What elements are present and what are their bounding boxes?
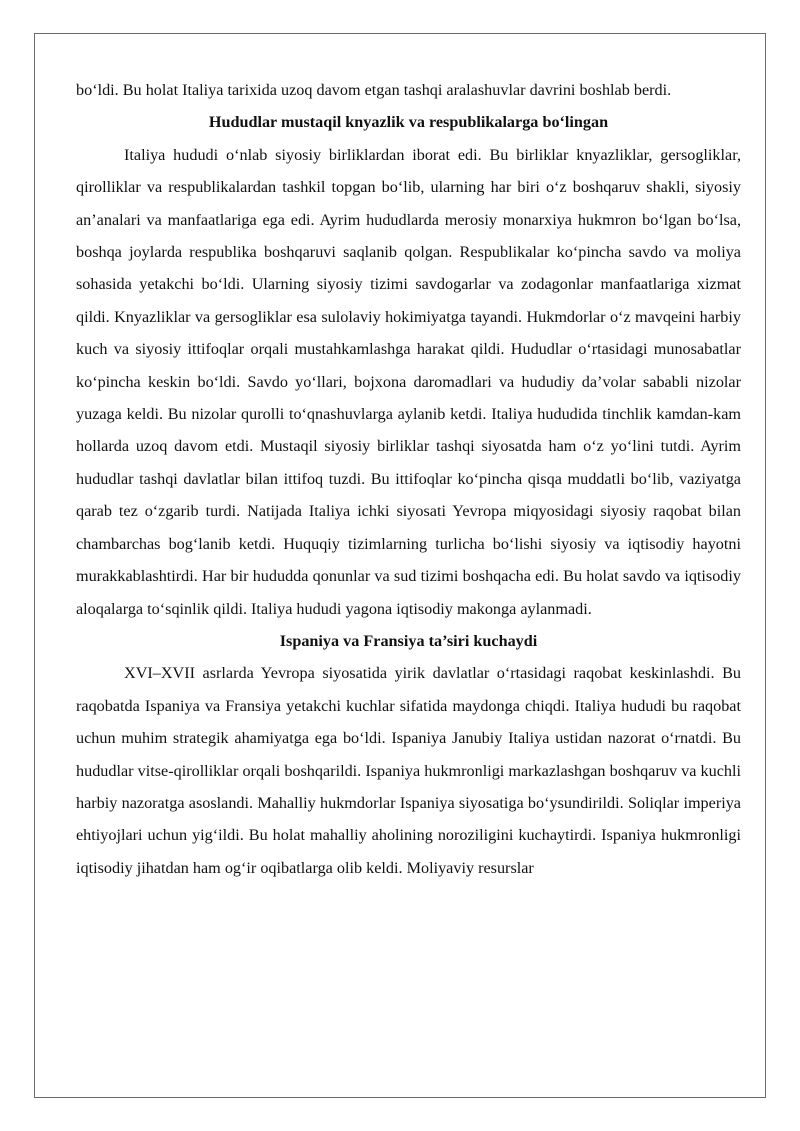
paragraph-territories: Italiya hududi o‘nlab siyosiy birliklardan iborat edi. Bu birliklar knyazliklar, gersogliklar, qirolliklar va respublikalardan tashkil topgan bo‘lib, ularning har biri o‘z boshqaruv shakli, siyosiy an’analari va manfaatlariga ega edi. Ayrim hududlarda merosiy monarxiya hukmron bo‘lgan bo‘lsa, boshqa joylarda respublika boshqaruvi saqlanib qolgan. Respublikalar ko‘pincha savdo va moliya sohasida yetakchi bo‘ldi. Ularning siyosiy tizimi savdogarlar va zodagonlar manfaatlariga xizmat qildi. Knyazliklar va gersogliklar esa sulolaviy hokimiyatga tayandi. Hukmdorlar o‘z mavqeini harbiy kuch va siyosiy ittifoqlar orqali mustahkamlashga harakat qildi. Hududlar o‘rtasidagi munosabatlar ko‘pincha keskin bo‘ldi. Savdo yo‘llari, bojxona daromadlari va hududiy da’volar sababli nizolar yuzaga keldi. Bu nizolar qurolli to‘qnashuvlarga aylanib ketdi. Italiya hududida tinchlik kamdan-kam hollarda uzoq davom etdi. Mustaqil siyosiy birliklar tashqi siyosatda ham o‘z yo‘lini tutdi. Ayrim hududlar tashqi davlatlar bilan ittifoq tuzdi. Bu ittifoqlar ko‘pincha qisqa muddatli bo‘lib, vaziyatga qarab tez o‘zgarib turdi. Natijada Italiya ichki siyosati Yevropa miqyosidagi siyosiy raqobat bilan chambarchas bog‘lanib ketdi. Huquqiy tizimlarning turlicha bo‘lishi siyosiy va iqtisodiy hayotni murakkablashtirdi. Har bir hududda qonunlar va sud tizimi boshqacha edi. Bu holat savdo va iqtisodiy aloqalarga to‘sqinlik qildi. Italiya hududi yagona iqtisodiy makonga aylanmadi. <box>76 145 741 618</box>
section-heading-territories: Hududlar mustaqil knyazlik va respublikalarga bo‘lingan <box>208 113 609 132</box>
paragraph-spain-france: XVI–XVII asrlarda Yevropa siyosatida yirik davlatlar o‘rtasidagi raqobat keskinlashdi. Bu raqobatda Ispaniya va Fransiya yetakchi kuchlar sifatida maydonga chiqdi. Italiya hududi bu raqobat uchun muhim strategik ahamiyatga ega bo‘ldi. Ispaniya Janubiy Italiya ustidan nazorat o‘rnatdi. Bu hududlar vitse-qirolliklar orqali boshqarildi. Ispaniya hukmronligi markazlashgan boshqaruv va kuchli harbiy nazoratga asoslandi. Mahalliy hukmdorlar Ispaniya siyosatiga bo‘ysundirildi. Soliqlar imperiya ehtiyojlari uchun yig‘ildi. Bu holat mahalliy aholining noroziligini kuchaytirdi. Ispaniya hukmronligi iqtisodiy jihatdan ham og‘ir oqibatlarga olib keldi. Moliyaviy resurslar <box>76 664 741 877</box>
document-body <box>76 74 741 884</box>
section-heading-spain-france: Ispaniya va Fransiya ta’siri kuchaydi <box>279 631 538 650</box>
paragraph-continued: bo‘ldi. Bu holat Italiya tarixida uzoq davom etgan tashqi aralashuvlar davrini boshlab berdi. <box>76 81 672 99</box>
